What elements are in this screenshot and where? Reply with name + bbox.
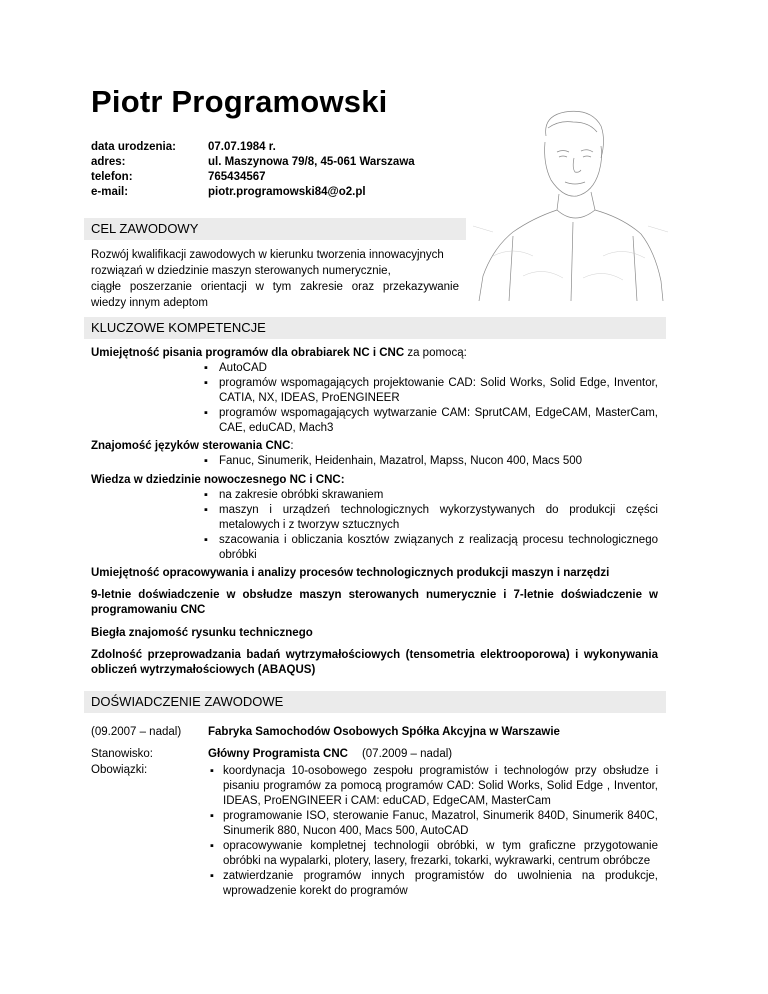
competency-list <box>91 361 658 436</box>
info-row-birthdate <box>91 140 415 155</box>
list-item: ▪ na zakresie obróbki skrawaniem <box>204 488 658 503</box>
info-value: ul. Maszynowa 79/8, 45-061 Warszawa <box>208 156 415 168</box>
cv-name: Piotr Programowski <box>91 84 388 119</box>
experience-position-row <box>91 748 658 760</box>
experience-company: Fabryka Samochodów Osobowych Spółka Akcyjna w Warszawie <box>208 726 560 738</box>
list-item: ▪ programów wspomagających wytwarzanie CAM: SprutCAM, EdgeCAM, MasterCam, CAE, eduCAD, Mach3 <box>204 406 658 436</box>
info-row-email <box>91 185 415 200</box>
list-item: ▪ koordynacja 10-osobowego zespołu programistów i technologów przy obsłudze i pisaniu programów za pomocą programów CAD: Solid Works, Solid Edge , Inventor, IDEAS, ProENGINEER i CAM: eduCAD, EdgeCAM, MasterCam <box>208 764 658 809</box>
info-value: 765434567 <box>208 171 266 183</box>
career-goal-line: rozwiązań w dziedzinie maszyn sterowanych numerycznie, <box>91 265 391 277</box>
position-label: Stanowisko: <box>91 748 154 760</box>
competency-heading <box>91 346 658 361</box>
career-goal-text <box>91 247 459 311</box>
experience-company-row <box>91 726 658 738</box>
experience-duties-row <box>91 764 658 899</box>
personal-info <box>91 140 415 200</box>
list-item: ▪ szacowania i obliczania kosztów związanych z realizacją procesu technologicznego obróbki <box>204 533 658 563</box>
info-value: piotr.programowski84@o2.pl <box>208 186 366 198</box>
section-header-career-goal: CEL ZAWODOWY <box>84 218 466 240</box>
competency-list <box>91 454 658 469</box>
competency-heading-bold: Znajomość języków sterowania CNC <box>91 440 291 452</box>
career-goal-line: Rozwój kwalifikacji zawodowych w kierunku tworzenia innowacyjnych <box>91 249 444 261</box>
info-label: data urodzenia: <box>91 141 176 153</box>
competency-group-cnc-languages <box>91 439 658 469</box>
info-label: adres: <box>91 156 126 168</box>
list-item: ▪ zatwierdzanie programów innych programistów do uwolnienia na produkcje, wprowadzenie korekt do programów <box>208 869 658 899</box>
competency-strength-tests: Zdolność przeprowadzania badań wytrzymałościowych (tensometria elektrooporowa) i wykonywania obliczeń wytrzymałościowych (ABAQUS) <box>91 649 658 676</box>
list-item: ▪ programowanie ISO, sterowanie Fanuc, Mazatrol, Sinumerik 840D, Sinumerik 840C, Sinumerik 880, Nucon 400, Macs 500, AutoCAD <box>208 809 658 839</box>
competency-experience: 9-letnie doświadczenie w obsłudze maszyn sterowanych numerycznie i 7-letnie doświadczenie w programowaniu CNC <box>91 589 658 616</box>
experience-period: (09.2007 – nadal) <box>91 726 182 738</box>
position-value <box>208 748 452 760</box>
list-item: ▪ Fanuc, Sinumerik, Heidenhain, Mazatrol, Mapss, Nucon 400, Macs 500 <box>204 454 658 469</box>
info-row-address <box>91 155 415 170</box>
competency-heading-rest: za pomocą: <box>404 347 467 359</box>
info-row-phone <box>91 170 415 185</box>
info-label: telefon: <box>91 171 133 183</box>
list-item: ▪ opracowywanie kompletnej technologii obróbki, w tym graficzne przygotowanie obróbki na wypalarki, plotery, lasery, frezarki, tokarki, wykrawarki, centrum obróbcze <box>208 839 658 869</box>
duties-label: Obowiązki: <box>91 764 148 776</box>
career-goal-line: wiedzy innym adeptom <box>91 297 208 309</box>
competency-heading-bold: Umiejętność pisania programów dla obrabiarek NC i CNC <box>91 347 405 359</box>
competency-list <box>91 488 658 563</box>
competency-heading <box>91 439 658 454</box>
info-value: 07.07.1984 r. <box>208 141 276 153</box>
section-header-work-experience: DOŚWIADCZENIE ZAWODOWE <box>84 691 666 713</box>
competency-technical-drawing: Biegła znajomość rysunku technicznego <box>91 627 313 639</box>
competency-process-analysis: Umiejętność opracowywania i analizy procesów technologicznych produkcji maszyn i narzędzi <box>91 567 610 579</box>
career-goal-line: ciągłe poszerzanie orientacji w tym zakresie oraz przekazywanie <box>91 281 459 293</box>
competency-group-programming <box>91 346 658 436</box>
competency-heading-rest: : <box>290 440 294 452</box>
info-label: e-mail: <box>91 186 129 198</box>
position-period: (07.2009 – nadal) <box>361 748 453 760</box>
section-header-key-competencies: KLUCZOWE KOMPETENCJE <box>84 317 666 339</box>
competency-heading: Wiedza w dziedzinie nowoczesnego NC i CNC: <box>91 474 345 486</box>
list-item: ▪ programów wspomagających projektowanie CAD: Solid Works, Solid Edge, Inventor, CATIA, NX, IDEAS, ProENGINEER <box>204 376 658 406</box>
competency-group-knowledge <box>91 473 658 563</box>
list-item: ▪ AutoCAD <box>204 361 658 376</box>
profile-photo <box>473 106 668 301</box>
position-title: Główny Programista CNC <box>208 748 348 760</box>
duties-list <box>208 764 658 899</box>
list-item: ▪ maszyn i urządzeń technologicznych wykorzystywanych do produkcji części metalowych i z tworzyw sztucznych <box>204 503 658 533</box>
